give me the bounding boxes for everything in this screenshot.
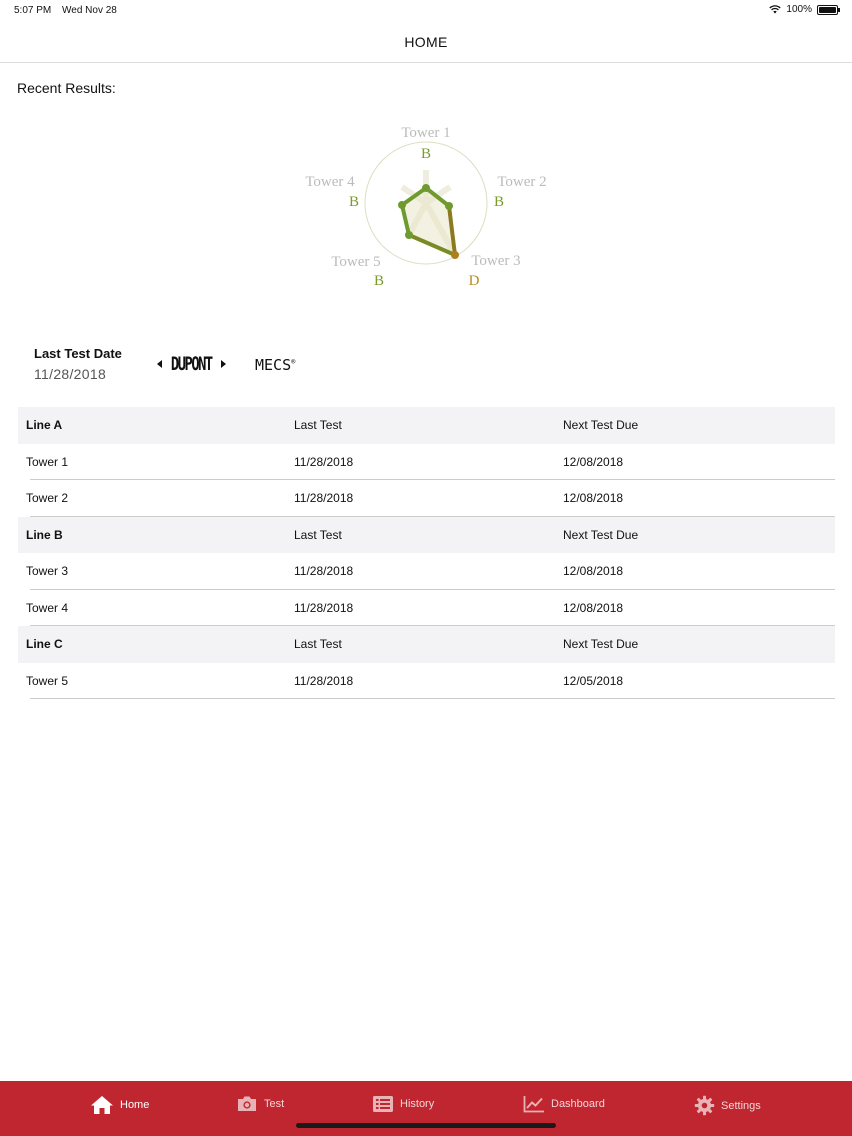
tab-test-label: Test: [264, 1098, 285, 1110]
table-section-header: [18, 517, 835, 554]
table-row[interactable]: [18, 480, 835, 517]
radar-grade-tower-2: B: [493, 194, 505, 210]
recent-results-radar[interactable]: [286, 118, 566, 298]
table-section-header: [18, 626, 835, 663]
next-test-value: 12/08/2018: [563, 600, 624, 615]
column-header-next-test: Next Test Due: [563, 637, 639, 652]
chart-icon: [523, 1095, 545, 1113]
radar-label-tower-2: Tower 2: [497, 174, 547, 190]
tab-dashboard[interactable]: [523, 1095, 605, 1113]
last-test-info: [34, 346, 122, 382]
battery-percent: 100%: [786, 4, 812, 15]
column-header-last-test: Last Test: [294, 637, 342, 652]
tab-home[interactable]: [90, 1095, 149, 1115]
tab-settings-label: Settings: [721, 1099, 761, 1112]
radar-point-tower-5[interactable]: [405, 231, 413, 239]
radar-point-tower-2[interactable]: [445, 202, 453, 210]
table-row[interactable]: [18, 444, 835, 481]
tab-test[interactable]: [236, 1095, 284, 1113]
radar-point-tower-1[interactable]: [422, 184, 430, 192]
mecs-registered-mark: ®: [291, 358, 296, 366]
radar-grade-tower-3: D: [468, 273, 480, 289]
mecs-logo-text: MECS: [255, 356, 292, 374]
radar-grade-tower-1: B: [420, 146, 432, 162]
last-test-value: 11/28/2018: [294, 491, 354, 506]
tower-name: Tower 3: [26, 564, 69, 579]
last-test-value: 11/28/2018: [294, 600, 354, 615]
tower-name: Tower 5: [26, 673, 69, 688]
status-bar: [0, 0, 852, 22]
table-row[interactable]: [18, 590, 835, 627]
last-test-value: 11/28/2018: [294, 454, 354, 469]
next-test-value: 12/05/2018: [563, 673, 624, 688]
column-header-next-test: Next Test Due: [563, 418, 639, 433]
status-indicators: [769, 4, 838, 15]
last-test-date: 11/28/2018: [34, 366, 107, 382]
radar-point-tower-3[interactable]: [451, 251, 459, 259]
tab-home-label: Home: [120, 1099, 150, 1111]
tower-name: Tower 4: [26, 600, 69, 615]
table-row[interactable]: [18, 663, 835, 700]
tab-history[interactable]: [372, 1095, 434, 1113]
last-test-label: Last Test Date: [34, 346, 122, 361]
radar-label-tower-1: Tower 1: [401, 125, 451, 141]
page-title: HOME: [404, 34, 448, 50]
radar-label-tower-5: Tower 5: [331, 254, 381, 270]
tab-history-label: History: [400, 1098, 435, 1110]
recent-results-label: Recent Results:: [17, 80, 116, 96]
tower-name: Tower 2: [26, 491, 69, 506]
line-name: Line B: [26, 527, 63, 542]
last-test-value: 11/28/2018: [294, 673, 354, 688]
gear-icon: [694, 1095, 715, 1116]
wifi-icon: [769, 5, 781, 14]
radar-label-tower-3: Tower 3: [471, 253, 521, 269]
tower-name: Tower 1: [26, 454, 69, 469]
radar-point-tower-4[interactable]: [398, 201, 406, 209]
list-icon: [372, 1095, 394, 1113]
column-header-last-test: Last Test: [294, 418, 342, 433]
next-test-value: 12/08/2018: [563, 491, 624, 506]
test-schedule-table: [18, 407, 835, 699]
home-icon: [90, 1095, 114, 1115]
table-section-header: [18, 407, 835, 444]
tab-settings[interactable]: [694, 1095, 761, 1116]
radar-label-tower-4: Tower 4: [305, 174, 355, 190]
status-time: 5:07 PM: [14, 5, 52, 16]
dupont-logo-text: DUPONT: [170, 353, 212, 375]
table-row[interactable]: [18, 553, 835, 590]
tab-dashboard-label: Dashboard: [551, 1098, 605, 1110]
dupont-logo-bracket-left: [157, 360, 162, 368]
column-header-last-test: Last Test: [294, 527, 342, 542]
battery-icon: [817, 5, 838, 15]
dupont-logo-bracket-right: [221, 360, 226, 368]
next-test-value: 12/08/2018: [563, 564, 624, 579]
navigation-bar: [0, 22, 852, 63]
line-name: Line C: [26, 637, 63, 652]
camera-icon: [236, 1095, 258, 1113]
next-test-value: 12/08/2018: [563, 454, 624, 469]
line-name: Line A: [26, 418, 63, 433]
radar-grade-tower-5: B: [373, 273, 385, 289]
status-date: Wed Nov 28: [62, 5, 117, 16]
home-indicator[interactable]: [296, 1123, 556, 1128]
radar-grade-tower-4: B: [348, 194, 360, 210]
column-header-next-test: Next Test Due: [563, 527, 639, 542]
last-test-value: 11/28/2018: [294, 564, 354, 579]
mecs-logo: [255, 356, 295, 374]
tab-bar: [0, 1081, 852, 1136]
dupont-logo: [157, 353, 226, 375]
